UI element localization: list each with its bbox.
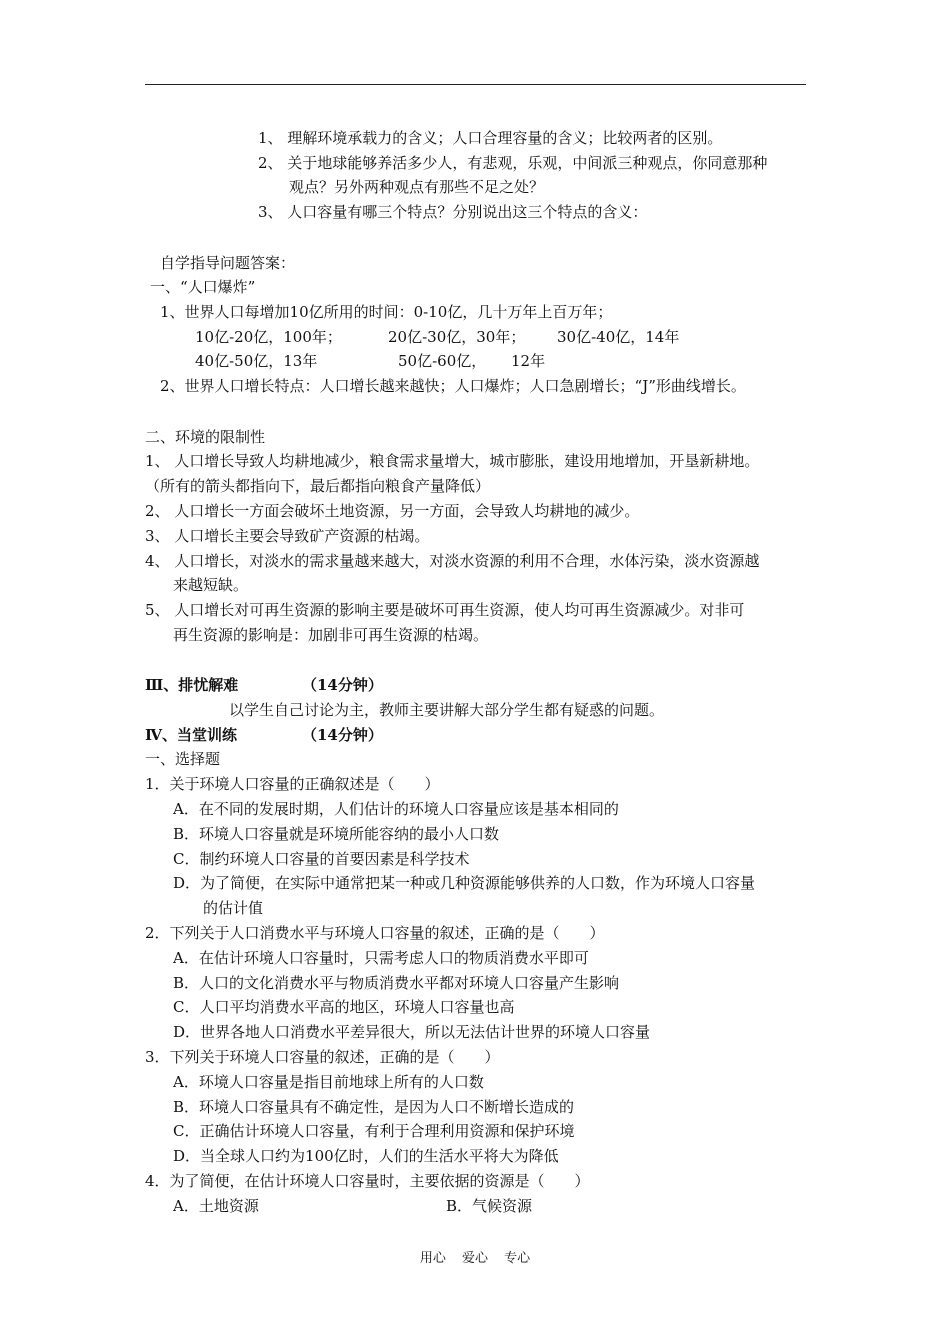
question-option: 的估计值 [203, 899, 264, 917]
section1-title: 一、“人口爆炸” [150, 278, 256, 296]
section3-title: Ⅲ、排忧解难 [145, 676, 239, 694]
question-option: B．人口的文化消费水平与物质消费水平都对环境人口容量产生影响 [173, 974, 620, 992]
question-option: C．制约环境人口容量的首要因素是科学技术 [173, 850, 470, 868]
question-option: B．环境人口容量就是环境所能容纳的最小人口数 [173, 825, 500, 843]
answer-item-2: 2、世界人口增长特点：人口增长越来越快；人口爆炸；人口急剧增长；“J”形曲线增长。 [160, 377, 746, 395]
question-option: D．当全球人口约为100亿时，人们的生活水平将大为降低 [173, 1147, 559, 1165]
question-1: 1、 理解环境承载力的含义；人口合理容量的含义；比较两者的区别。 [258, 129, 723, 147]
section4-title: Ⅳ、当堂训练 [145, 726, 238, 744]
section2-line: 5、 人口增长对可再生资源的影响主要是破坏可再生资源，使人均可再生资源减少。对非可 [145, 601, 745, 619]
question-stem: 4．为了简便，在估计环境人口容量时，主要依据的资源是（ ） [145, 1172, 590, 1190]
question-2: 2、 关于地球能够养活多少人，有悲观，乐观，中间派三种观点，你同意那种 [258, 154, 768, 172]
question-option: D．世界各地人口消费水平差异很大，所以无法估计世界的环境人口容量 [173, 1023, 651, 1041]
question-option: C．正确估计环境人口容量，有利于合理利用资源和保护环境 [173, 1122, 575, 1140]
header-rule [145, 84, 806, 85]
question-option: C．人口平均消费水平高的地区，环境人口容量也高 [173, 998, 515, 1016]
section2-title: 二、环境的限制性 [145, 428, 266, 446]
page-footer: 用心 爱心 专心 [419, 1251, 531, 1266]
answer-item-1: 1、世界人口每增加10亿所用的时间：0-10亿，几十万年上百万年； [160, 303, 613, 321]
section4-time: （14分钟） [302, 726, 383, 744]
section2-line: （所有的箭头都指向下，最后都指向粮食产量降低） [145, 477, 491, 495]
question-option: B．气候资源 [446, 1197, 533, 1215]
section4-subtitle: 一、选择题 [145, 750, 221, 768]
section2-line: 4、 人口增长，对淡水的需求量越来越大，对淡水资源的利用不合理，水体污染，淡水资源越 [145, 552, 760, 570]
time-cell: 10亿-20亿，100年； [195, 328, 342, 346]
section3-text: 以学生自己讨论为主，教师主要讲解大部分学生都有疑惑的问题。 [229, 701, 665, 719]
question-stem: 2．下列关于人口消费水平与环境人口容量的叙述，正确的是（ ） [145, 924, 605, 942]
section2-line: 3、 人口增长主要会导致矿产资源的枯竭。 [145, 527, 430, 545]
question-option: D．为了简便，在实际中通常把某一种或几种资源能够供养的人口数，作为环境人口容量 [173, 874, 756, 892]
question-option: A．在不同的发展时期，人们估计的环境人口容量应该是基本相同的 [173, 800, 619, 818]
question-3: 3、 人口容量有哪三个特点？分别说出这三个特点的含义： [258, 203, 648, 221]
time-cell: 50亿-60亿， [398, 352, 487, 370]
question-2-cont: 观点？另外两种观点有那些不足之处？ [289, 178, 545, 196]
time-cell: 40亿-50亿，13年 [195, 352, 318, 370]
question-option: A．在估计环境人口容量时，只需考虑人口的物质消费水平即可 [173, 949, 589, 967]
question-option: A．环境人口容量是指目前地球上所有的人口数 [173, 1073, 484, 1091]
time-cell: 20亿-30亿，30年； [388, 328, 526, 346]
section2-line: 来越短缺。 [173, 576, 249, 594]
time-cell: 30亿-40亿，14年 [557, 328, 680, 346]
section3-time: （14分钟） [302, 676, 383, 694]
question-stem: 3．下列关于环境人口容量的叙述，正确的是（ ） [145, 1048, 500, 1066]
time-cell: 12年 [511, 352, 546, 370]
question-option: A．土地资源 [173, 1197, 259, 1215]
section2-line: 2、 人口增长一方面会破坏土地资源，另一方面，会导致人均耕地的减少。 [145, 502, 640, 520]
section2-line: 1、 人口增长导致人均耕地减少，粮食需求量增大，城市膨胀，建设用地增加，开垦新耕地。 [145, 452, 760, 470]
question-option: B．环境人口容量具有不确定性，是因为人口不断增长造成的 [173, 1098, 575, 1116]
section2-line: 再生资源的影响是：加剧非可再生资源的枯竭。 [173, 626, 489, 644]
question-stem: 1．关于环境人口容量的正确叙述是（ ） [145, 775, 440, 793]
answers-heading: 自学指导问题答案： [160, 254, 296, 272]
